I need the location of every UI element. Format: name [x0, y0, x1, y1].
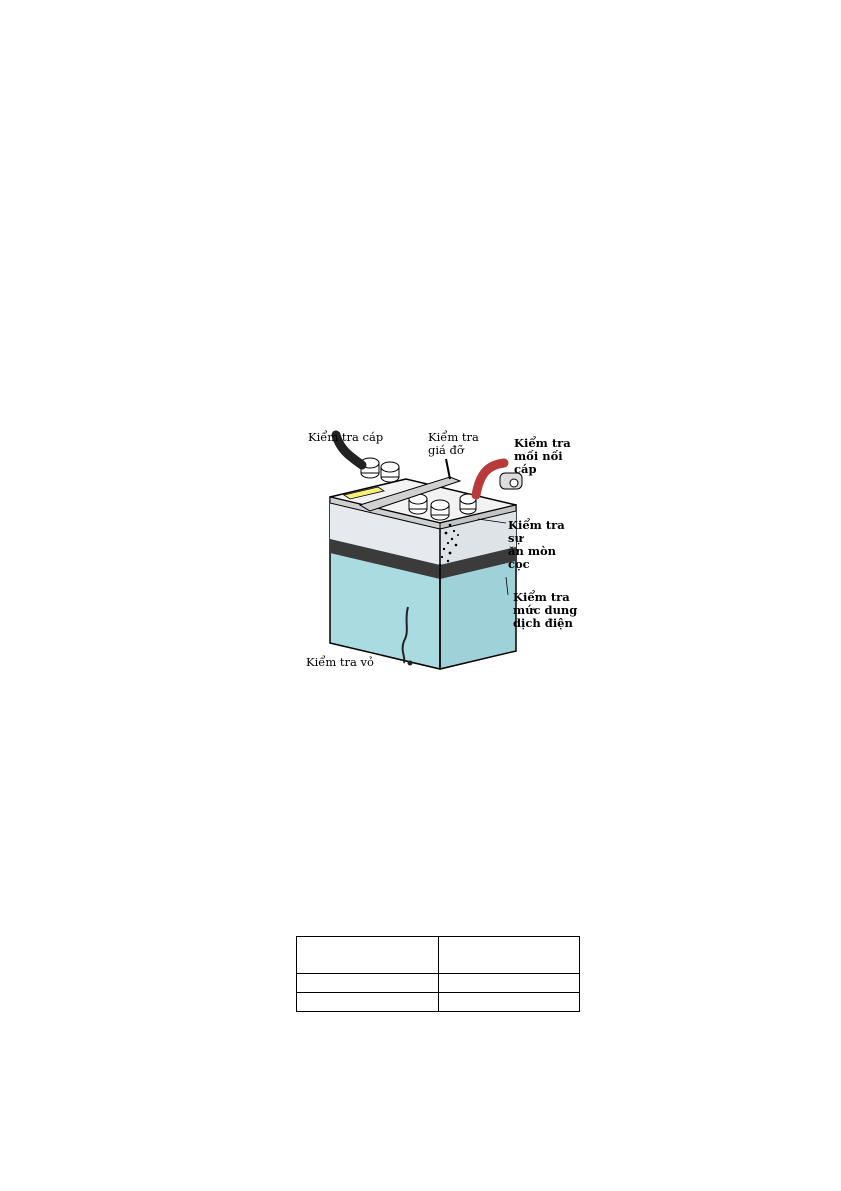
table-cell — [297, 993, 439, 1012]
table-cell — [438, 974, 580, 993]
table-cell — [297, 974, 439, 993]
case-check-label: Kiểm tra vỏ — [306, 655, 374, 669]
table-row — [297, 937, 580, 974]
empty-table — [296, 936, 580, 1012]
terminal-corrosion-check-label: Kiểm tra sự ăn mòn cọc — [508, 518, 565, 571]
battery-inspection-figure — [300, 425, 580, 695]
table-cell — [438, 937, 580, 974]
table-row — [297, 993, 580, 1012]
bracket-check-label: Kiểm tra giá đỡ — [428, 430, 479, 457]
table-cell — [297, 937, 439, 974]
table-cell — [438, 993, 580, 1012]
cable-connector-check-label: Kiểm tra mối nối cáp — [514, 436, 571, 476]
electrolyte-level-check-label: Kiểm tra mức dung dịch điện — [513, 590, 578, 630]
table-row — [297, 974, 580, 993]
cable-check-label: Kiểm tra cáp — [308, 430, 384, 444]
